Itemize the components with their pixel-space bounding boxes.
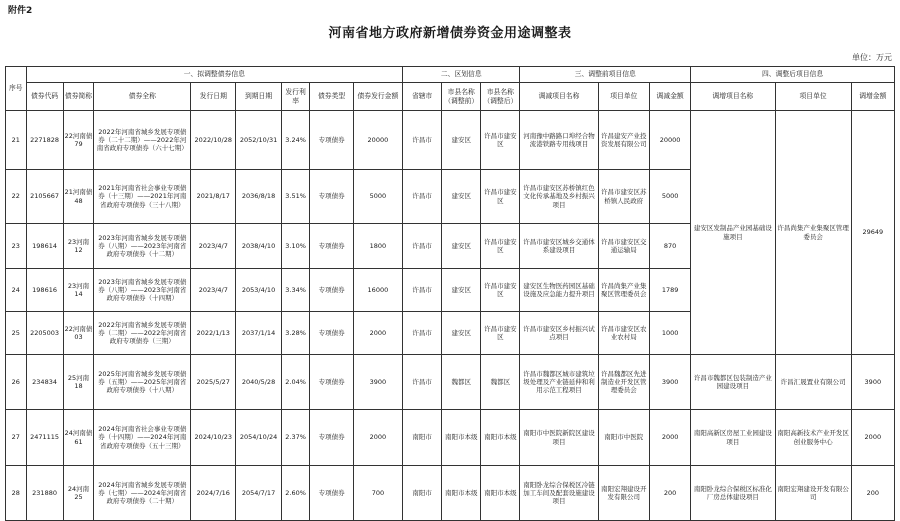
column-header: 发行利率 [281, 83, 310, 111]
cell-county-before: 南阳市本级 [442, 466, 481, 521]
cell-seq: 23 [6, 224, 27, 269]
cell-county-after: 许昌市建安区 [481, 111, 520, 170]
cell-short: 23河南14 [63, 269, 94, 312]
cell-dec-project: 南阳卧龙综合保税区冷链加工车间及配套设施建设项目 [520, 466, 598, 521]
cell-type: 专项债券 [310, 224, 353, 269]
cell-rate: 3.51% [281, 170, 310, 224]
cell-dec-project: 许昌市魏都区城市建筑垃圾处理及产业链延伸和利用示范工程项目 [520, 355, 598, 410]
cell-amount: 5000 [353, 170, 402, 224]
cell-type: 专项债券 [310, 312, 353, 355]
cell-issue-date: 2023/4/7 [191, 269, 236, 312]
cell-code: 2205003 [26, 312, 63, 355]
column-header-row [6, 83, 895, 111]
cell-inc-amount: 200 [851, 466, 894, 521]
cell-type: 专项债券 [310, 111, 353, 170]
cell-dec-unit: 南阳宏翔建设开发有限公司 [598, 466, 649, 521]
cell-amount: 700 [353, 466, 402, 521]
column-header: 发行日期 [191, 83, 236, 111]
cell-county-after: 南阳市本级 [481, 410, 520, 466]
cell-type: 专项债券 [310, 170, 353, 224]
column-header: 债券类型 [310, 83, 353, 111]
column-header: 债券代码 [26, 83, 63, 111]
cell-seq: 27 [6, 410, 27, 466]
cell-dec-project: 河南豫中路路口埠经合物流港铁路专用线项目 [520, 111, 598, 170]
cell-county-before: 建安区 [442, 312, 481, 355]
cell-dec-amount: 2000 [650, 410, 691, 466]
cell-seq: 24 [6, 269, 27, 312]
cell-short: 22河南债79 [63, 111, 94, 170]
cell-county-after: 南阳市本级 [481, 466, 520, 521]
page-title: 河南省地方政府新增债券资金用途调整表 [328, 26, 572, 41]
cell-dec-unit: 许昌魏都区先进制造业开发区管理委员会 [598, 355, 649, 410]
cell-dec-amount: 5000 [650, 170, 691, 224]
cell-full-name: 2022年河南省城乡发展专项债券（二期）——2022年河南省政府专项债券（三期） [94, 312, 191, 355]
cell-dec-amount: 3900 [650, 355, 691, 410]
cell-issue-date: 2021/8/17 [191, 170, 236, 224]
cell-maturity-date: 2052/10/31 [236, 111, 281, 170]
cell-seq: 28 [6, 466, 27, 521]
cell-amount: 2000 [353, 312, 402, 355]
cell-city: 许昌市 [403, 355, 442, 410]
cell-maturity-date: 2037/1/14 [236, 312, 281, 355]
cell-dec-unit: 许昌尚集产业集聚区管理委员会 [598, 269, 649, 312]
cell-type: 专项债券 [310, 466, 353, 521]
cell-county-before: 建安区 [442, 111, 481, 170]
cell-rate: 2.37% [281, 410, 310, 466]
cell-county-after: 许昌市建安区 [481, 170, 520, 224]
cell-full-name: 2024年河南省城乡发展专项债券（七期）——2024年河南省政府专项债券（二十期） [94, 466, 191, 521]
cell-dec-amount: 200 [650, 466, 691, 521]
column-header: 调增项目名称 [691, 83, 775, 111]
cell-dec-project: 许昌市建安区乡村振兴试点项目 [520, 312, 598, 355]
cell-county-before: 建安区 [442, 224, 481, 269]
cell-seq: 25 [6, 312, 27, 355]
cell-inc-amount: 29649 [851, 111, 894, 355]
cell-type: 专项债券 [310, 410, 353, 466]
cell-maturity-date: 2040/5/28 [236, 355, 281, 410]
cell-city: 南阳市 [403, 466, 442, 521]
cell-maturity-date: 2038/4/10 [236, 224, 281, 269]
column-header: 省辖市 [403, 83, 442, 111]
cell-dec-unit: 南阳市中医院 [598, 410, 649, 466]
cell-dec-unit: 许昌市建安区农业农村局 [598, 312, 649, 355]
cell-code: 2105667 [26, 170, 63, 224]
cell-short: 22河南债03 [63, 312, 94, 355]
column-header: 调减金额 [650, 83, 691, 111]
cell-code: 2271828 [26, 111, 63, 170]
cell-maturity-date: 2054/7/17 [236, 466, 281, 521]
cell-county-after: 许昌市建安区 [481, 269, 520, 312]
cell-dec-project: 许昌市建安区城乡交通体系建设项目 [520, 224, 598, 269]
cell-short: 23河南12 [63, 224, 94, 269]
cell-maturity-date: 2053/4/10 [236, 269, 281, 312]
cell-amount: 20000 [353, 111, 402, 170]
cell-county-before: 南阳市本级 [442, 410, 481, 466]
cell-amount: 3900 [353, 355, 402, 410]
cell-rate: 3.10% [281, 224, 310, 269]
cell-dec-project: 南阳市中医院新院区建设项目 [520, 410, 598, 466]
cell-maturity-date: 2054/10/24 [236, 410, 281, 466]
cell-maturity-date: 2036/8/18 [236, 170, 281, 224]
cell-type: 专项债券 [310, 355, 353, 410]
cell-code: 2471115 [26, 410, 63, 466]
column-header: 债券发行金额 [353, 83, 402, 111]
cell-city: 南阳市 [403, 410, 442, 466]
cell-inc-project: 南阳高新区房屋工业园建设项目 [691, 410, 775, 466]
cell-inc-project: 南阳卧龙综合保税区标准化厂房总体建设项目 [691, 466, 775, 521]
cell-amount: 2000 [353, 410, 402, 466]
cell-rate: 3.24% [281, 111, 310, 170]
table-row [6, 111, 895, 170]
cell-inc-unit: 南阳高新技术产业开发区创业服务中心 [775, 410, 851, 466]
cell-rate: 2.60% [281, 466, 310, 521]
column-header: 调减项目名称 [520, 83, 598, 111]
cell-inc-unit: 许昌尚集产业集聚区管理委员会 [775, 111, 851, 355]
cell-inc-project: 建安区发制品产业园基础设施项目 [691, 111, 775, 355]
header-group-before: 三、调整前项目信息 [520, 67, 691, 83]
cell-city: 许昌市 [403, 224, 442, 269]
header-seq: 序号 [6, 67, 27, 111]
cell-county-after: 魏都区 [481, 355, 520, 410]
cell-amount: 16000 [353, 269, 402, 312]
column-header: 项目单位 [775, 83, 851, 111]
column-header: 到期日期 [236, 83, 281, 111]
cell-dec-project: 许昌市建安区苏桥镇红色文化传承基地及乡村振兴项目 [520, 170, 598, 224]
cell-issue-date: 2022/10/28 [191, 111, 236, 170]
cell-full-name: 2023年河南省城乡发展专项债券（八期）——2023年河南省政府专项债券（十四期） [94, 269, 191, 312]
cell-rate: 3.28% [281, 312, 310, 355]
cell-code: 198616 [26, 269, 63, 312]
cell-dec-amount: 1789 [650, 269, 691, 312]
cell-issue-date: 2022/1/13 [191, 312, 236, 355]
cell-full-name: 2025年河南省城乡发展专项债券（五期）——2025年河南省政府专项债券（十八期） [94, 355, 191, 410]
cell-seq: 26 [6, 355, 27, 410]
cell-full-name: 2022年河南省城乡发展专项债券（二十二期）——2022年河南省政府专项债券（六十七期） [94, 111, 191, 170]
cell-county-before: 建安区 [442, 170, 481, 224]
table-row [6, 355, 895, 410]
cell-short: 24河南25 [63, 466, 94, 521]
cell-issue-date: 2024/7/16 [191, 466, 236, 521]
column-header: 项目单位 [598, 83, 649, 111]
cell-short: 24河南债61 [63, 410, 94, 466]
cell-issue-date: 2023/4/7 [191, 224, 236, 269]
cell-amount: 1800 [353, 224, 402, 269]
column-header: 调增金额 [851, 83, 894, 111]
cell-rate: 2.04% [281, 355, 310, 410]
cell-rate: 3.34% [281, 269, 310, 312]
cell-code: 198614 [26, 224, 63, 269]
header-group-region: 二、区划信息 [403, 67, 520, 83]
cell-dec-amount: 20000 [650, 111, 691, 170]
cell-county-before: 建安区 [442, 269, 481, 312]
cell-full-name: 2024年河南省社会事业专项债券（十四期）——2024年河南省政府专项债券（五十三期） [94, 410, 191, 466]
attachment-label: 附件2 [8, 6, 33, 16]
cell-inc-unit: 南阳宏翔建设开发有限公司 [775, 466, 851, 521]
unit-label: 单位：万元 [852, 53, 892, 62]
cell-seq: 21 [6, 111, 27, 170]
cell-inc-project: 许昌市魏都区包装制造产业园建设项目 [691, 355, 775, 410]
cell-short: 25河南18 [63, 355, 94, 410]
cell-short: 21河南债48 [63, 170, 94, 224]
cell-dec-unit: 许昌市建安区交通运输局 [598, 224, 649, 269]
header-group-after: 四、调整后项目信息 [691, 67, 895, 83]
cell-dec-amount: 1000 [650, 312, 691, 355]
cell-issue-date: 2025/5/27 [191, 355, 236, 410]
cell-dec-unit: 许昌市建安区苏桥镇人民政府 [598, 170, 649, 224]
cell-code: 231880 [26, 466, 63, 521]
column-header: 债券全称 [94, 83, 191, 111]
table-row [6, 410, 895, 466]
cell-code: 234834 [26, 355, 63, 410]
column-header: 市县名称（调整后） [481, 83, 520, 111]
cell-inc-amount: 2000 [851, 410, 894, 466]
adjustment-table [5, 66, 895, 521]
cell-city: 许昌市 [403, 111, 442, 170]
cell-city: 许昌市 [403, 312, 442, 355]
cell-county-after: 许昌市建安区 [481, 224, 520, 269]
cell-full-name: 2021年河南省社会事业专项债券（十三期）——2021年河南省政府专项债券（三十八期） [94, 170, 191, 224]
cell-dec-project: 建安区生物医药园区基础设施及应急能力提升项目 [520, 269, 598, 312]
cell-county-before: 魏都区 [442, 355, 481, 410]
cell-county-after: 许昌市建安区 [481, 312, 520, 355]
column-header: 债券简称 [63, 83, 94, 111]
cell-issue-date: 2024/10/23 [191, 410, 236, 466]
cell-seq: 22 [6, 170, 27, 224]
cell-city: 许昌市 [403, 170, 442, 224]
cell-type: 专项债券 [310, 269, 353, 312]
cell-inc-amount: 3900 [851, 355, 894, 410]
cell-dec-amount: 870 [650, 224, 691, 269]
cell-inc-unit: 许昌汇晟置业有限公司 [775, 355, 851, 410]
table-row [6, 466, 895, 521]
cell-city: 许昌市 [403, 269, 442, 312]
column-header: 市县名称（调整前） [442, 83, 481, 111]
cell-dec-unit: 许昌建安产业投资发展有限公司 [598, 111, 649, 170]
header-group-bond: 一、拟调整债券信息 [26, 67, 403, 83]
cell-full-name: 2023年河南省城乡发展专项债券（八期）——2023年河南省政府专项债券（十二期） [94, 224, 191, 269]
